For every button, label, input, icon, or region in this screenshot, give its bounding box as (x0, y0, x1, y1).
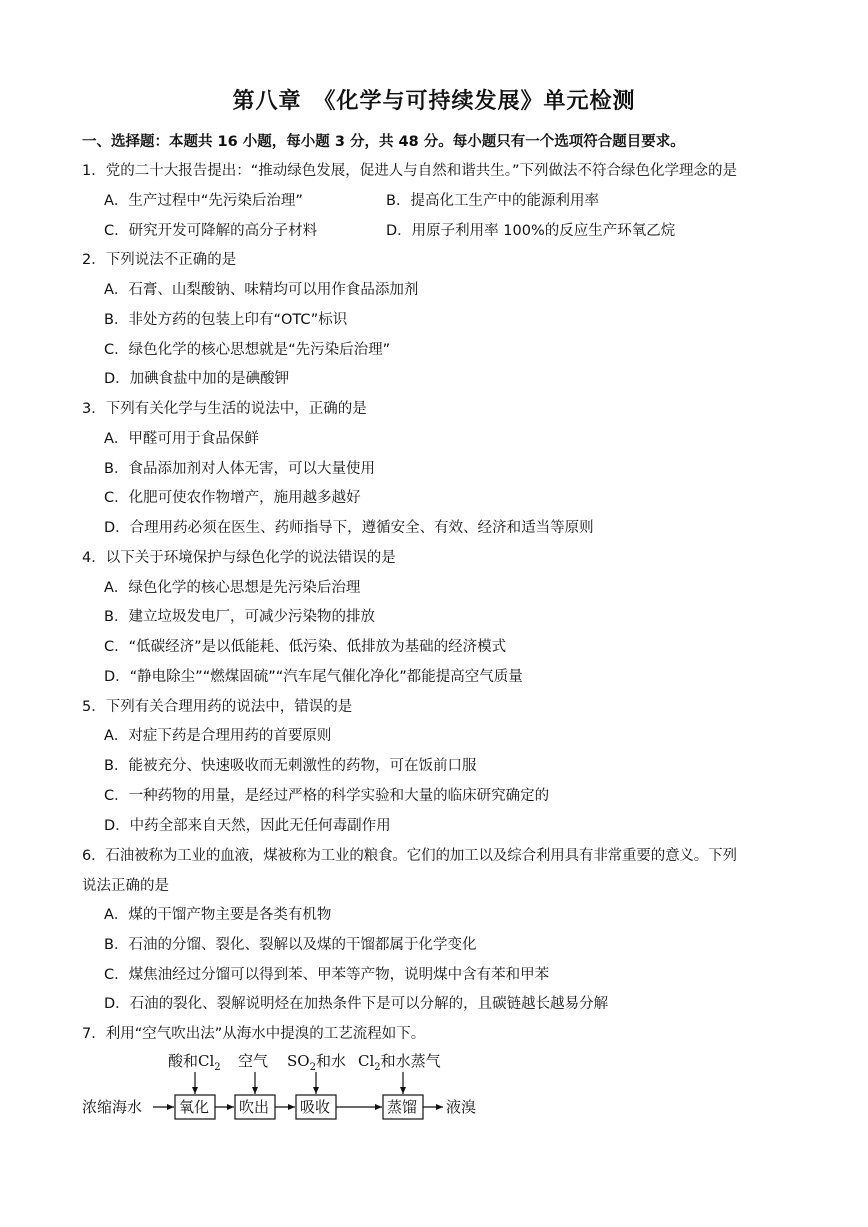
question-5-stem: 5．下列有关合理用药的说法中，错误的是 (82, 699, 353, 715)
question-4-option-c: C．“低碳经济”是以低能耗、低污染、低排放为基础的经济模式 (104, 639, 507, 655)
question-2-option-c: C．绿色化学的核心思想就是“先污染后治理” (104, 342, 391, 358)
step-label-blowout: 吹出 (239, 1098, 270, 1116)
question-5-option-a: A．对症下药是合理用药的首要原则 (104, 728, 332, 744)
question-2-option-b: B．非处方药的包装上印有“OTC”标识 (104, 312, 348, 328)
question-1-option-d: D．用原子利用率 100%的反应生产环氧乙烷 (386, 223, 676, 239)
question-4-option-a: A．绿色化学的核心思想是先污染后治理 (104, 580, 361, 596)
question-1-option-a: A．生产过程中“先污染后治理” (104, 193, 303, 209)
reagent-acid-chlorine: 酸和$Cl_2$ (168, 1052, 221, 1073)
reagent-so2-water: $SO_2$和水 (287, 1052, 346, 1073)
section-heading: 一、选择题：本题共 16 小题，每小题 3 分，共 48 分。每小题只有一个选项符合题目要求。 (82, 134, 685, 150)
flow-output-liquid-bromine: 液溴 (446, 1098, 477, 1116)
bromine-extraction-flowchart (0, 1040, 868, 1130)
question-3-option-c: C．化肥可使农作物增产，施用越多越好 (104, 490, 361, 506)
step-label-oxidation: 氧化 (179, 1098, 210, 1116)
question-6-stem-line-2: 说法正确的是 (82, 878, 169, 894)
question-7-stem: 7．利用“空气吹出法”从海水中提溴的工艺流程如下。 (82, 1026, 426, 1042)
flow-input-seawater: 浓缩海水 (82, 1098, 143, 1116)
question-1-option-b: B．提高化工生产中的能源利用率 (386, 193, 599, 209)
question-6-option-b: B．石油的分馏、裂化、裂解以及煤的干馏都属于化学变化 (104, 937, 477, 953)
question-6-option-d: D．石油的裂化、裂解说明烃在加热条件下是可以分解的，且碳链越长越易分解 (104, 996, 609, 1012)
question-6-option-c: C．煤焦油经过分馏可以得到苯、甲苯等产物，说明煤中含有苯和甲苯 (104, 967, 550, 983)
question-4-option-d: D．“静电除尘”“燃煤固硫”“汽车尾气催化净化”都能提高空气质量 (104, 669, 523, 685)
question-6-option-a: A．煤的干馏产物主要是各类有机物 (104, 907, 332, 923)
question-3-option-b: B．食品添加剂对人体无害，可以大量使用 (104, 461, 375, 477)
question-4-stem: 4．以下关于环境保护与绿色化学的说法错误的是 (82, 550, 396, 566)
question-3-stem: 3．下列有关化学与生活的说法中，正确的是 (82, 401, 367, 417)
reagent-air: 空气 (238, 1052, 269, 1070)
question-2-option-d: D．加碘食盐中加的是碘酸钾 (104, 371, 290, 387)
question-2-option-a: A．石膏、山梨酸钠、味精均可以用作食品添加剂 (104, 282, 419, 298)
question-5-option-d: D．中药全部来自天然，因此无任何毒副作用 (104, 818, 391, 834)
question-5-option-b: B．能被充分、快速吸收而无刺激性的药物，可在饭前口服 (104, 758, 477, 774)
step-label-distillation: 蒸馏 (387, 1098, 418, 1116)
question-2-stem: 2．下列说法不正确的是 (82, 252, 237, 268)
reagent-chlorine-steam: $Cl_2$和水蒸气 (358, 1052, 441, 1073)
question-3-option-a: A．甲醛可用于食品保鲜 (104, 431, 259, 447)
question-6-stem-line-1: 6．石油被称为工业的血液，煤被称为工业的粮食。它们的加工以及综合利用具有非常重要的意义。下列 (82, 848, 737, 864)
question-1-option-c: C．研究开发可降解的高分子材料 (104, 223, 318, 239)
question-5-option-c: C．一种药物的用量，是经过严格的科学实验和大量的临床研究确定的 (104, 788, 550, 804)
question-3-option-d: D．合理用药必须在医生、药师指导下，遵循安全、有效、经济和适当等原则 (104, 520, 594, 536)
question-1-stem: 1．党的二十大报告提出：“推动绿色发展，促进人与自然和谐共生。”下列做法不符合绿色化学理念的是 (82, 163, 737, 179)
page-title: 第八章 《化学与可持续发展》单元检测 (232, 89, 636, 114)
question-4-option-b: B．建立垃圾发电厂，可减少污染物的排放 (104, 609, 375, 625)
step-label-absorption: 吸收 (300, 1098, 331, 1116)
